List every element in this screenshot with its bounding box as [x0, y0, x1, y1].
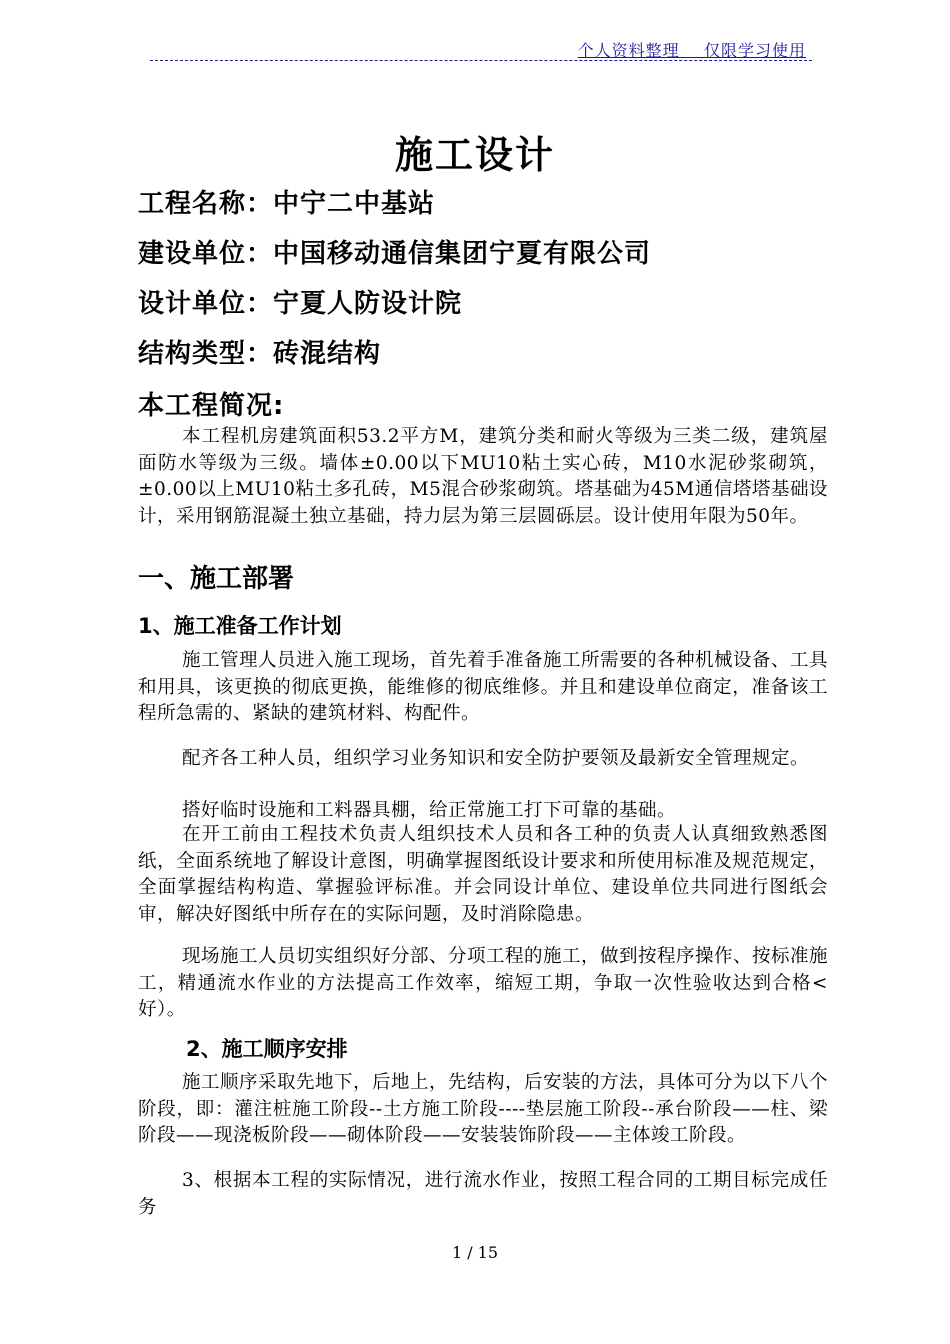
section-heading-deployment: 一、施工部署 — [138, 564, 295, 594]
paragraph-drawings: 在开工前由工程技术负责人组织技术人员和各工种的负责人认真细致熟悉图纸，全面系统地了解设计意图，明确掌握图纸设计要求和所使用标准及规范规定，全面掌握结构构造、掌握验评标准。并会同设计单位、建设单位共同进行图纸会审，解决好图纸中所存在的实际问题，及时消除隐患。 — [138, 824, 828, 925]
subsection-heading-preparation: 1、施工准备工作计划 — [138, 614, 342, 638]
document-title: 施工设计 — [394, 133, 555, 177]
paragraph-facilities: 搭好临时设施和工料器具棚，给正常施工打下可靠的基础。 — [182, 800, 677, 821]
paragraph-staffing: 配齐各工种人员，组织学习业务知识和安全防护要领及最新安全管理规定。 — [182, 748, 810, 769]
paragraph-schedule: 3、根据本工程的实际情况，进行流水作业，按照工程合同的工期目标完成任务 — [138, 1170, 828, 1218]
builder-line: 建设单位：中国移动通信集团宁夏有限公司 — [138, 239, 652, 269]
overview-heading: 本工程简况: — [138, 391, 285, 421]
page-header — [150, 36, 812, 61]
paragraph-preparation: 施工管理人员进入施工现场，首先着手准备施工所需要的各种机械设备、工具和用具，该更换的彻底更换，能维修的彻底维修。并且和建设单位商定，准备该工程所急需的、紧缺的建筑材料、构配件。 — [138, 650, 829, 724]
subsection-heading-sequence: 2、施工顺序安排 — [186, 1037, 348, 1061]
paragraph-site-work: 现场施工人员切实组织好分部、分项工程的施工，做到按程序操作、按标准施工，精通流水作业的方法提高工作效率，缩短工期，争取一次性验收达到合格<好）。 — [138, 946, 829, 1020]
overview-paragraph: 本工程机房建筑面积53.2平方M，建筑分类和耐火等级为三类二级，建筑屋面防水等级为三级。墙体±0.00以下MU10粘土实心砖，M10水泥砂浆砌筑，±0.00以上MU10粘土多孔砖，M5混合砂浆砌筑。塔基础为45M通信塔塔基础设计，采用钢筋混凝土独立基础，持力层为第三层圆砾层。设计使用年限为50年。 — [138, 426, 828, 527]
designer-line: 设计单位：宁夏人防设计院 — [138, 289, 463, 319]
page-number: 1 / 15 — [451, 1243, 499, 1262]
header-text: 个人资料整理 仅限学习使用 — [577, 41, 806, 60]
paragraph-sequence: 施工顺序采取先地下，后地上，先结构，后安装的方法，具体可分为以下八个阶段，即：灌注桩施工阶段--土方施工阶段----垫层施工阶段--承台阶段——柱、梁阶段——现浇板阶段——砌体阶段——安装装饰阶段——主体竣工阶段。 — [138, 1072, 829, 1146]
project-name-line: 工程名称：中宁二中基站 — [138, 189, 436, 219]
structure-line: 结构类型：砖混结构 — [138, 339, 382, 369]
